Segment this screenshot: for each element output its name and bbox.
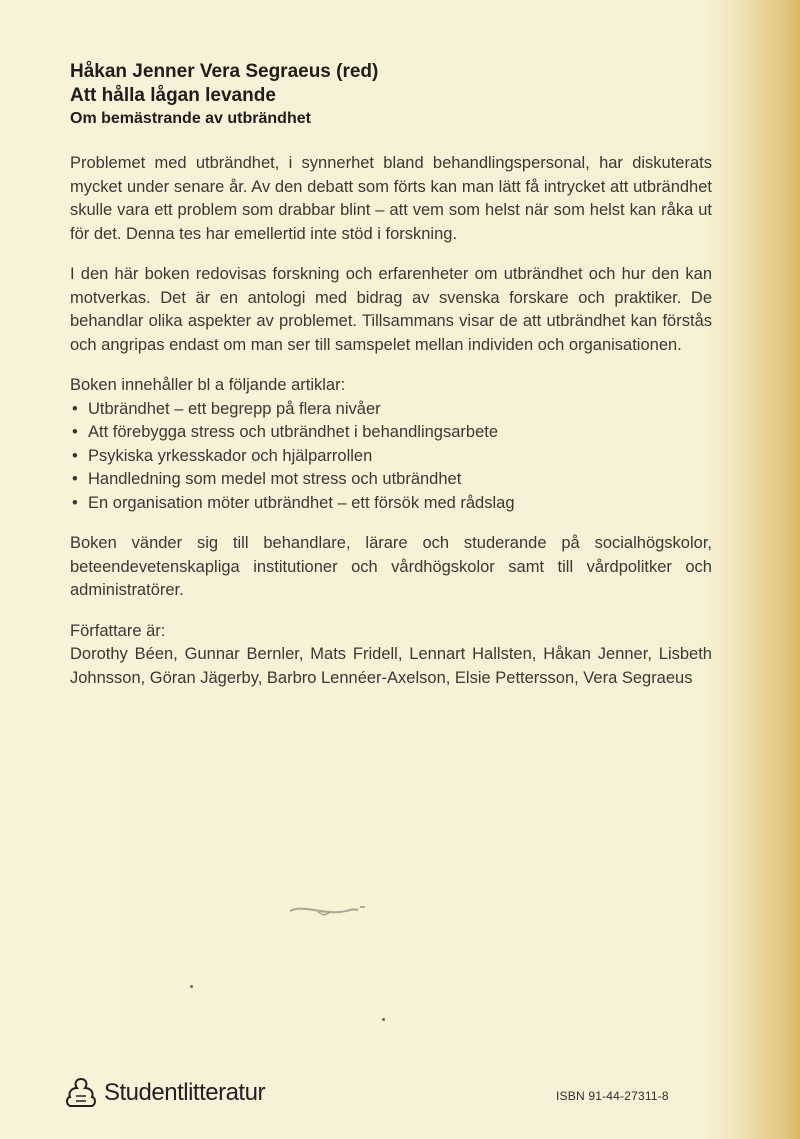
article-title: Att förebygga stress och utbrändhet i behandlingsarbete <box>88 423 499 441</box>
list-item <box>70 445 712 469</box>
ink-smudge <box>288 903 366 917</box>
studentlitteratur-logo-icon <box>64 1076 98 1110</box>
bullet-icon: • <box>72 446 78 465</box>
authors-intro: Författare är: <box>70 621 166 640</box>
publisher-name: Studentlitteratur <box>104 1079 265 1106</box>
book-title: Att hålla lågan levande <box>70 85 276 106</box>
book-subtitle: Om bemästrande av utbrändhet <box>70 110 311 127</box>
bullet-icon: • <box>72 493 78 512</box>
authors-list: Dorothy Béen, Gunnar Bernler, Mats Fridell, Lennart Hallsten, Håkan Jenner, Lisbeth Johnsson, Göran Jägerby, Barbro Lennéer-Axelson, Elsie Pettersson, Vera Segraeus <box>70 645 712 687</box>
cover-header <box>70 60 710 130</box>
publisher-logo <box>64 1076 265 1110</box>
article-title: Utbrändhet – ett begrepp på flera nivåer <box>88 399 381 418</box>
articles-intro: Boken innehåller bl a följande artiklar: <box>70 376 346 394</box>
paragraph-content: I den här boken redovisas forskning och erfarenheter om utbrändhet och hur den kan motverkas. Det är en antologi med bidrag av svenska forskare och praktiker. De behandlar olika aspekter av problemet. Tillsammans visar de att utbrändhet kan förstås och angripas endast om man ser till samspelet mellan individen och organisationen. <box>70 265 712 354</box>
isbn-number: ISBN 91-44-27311-8 <box>556 1089 669 1103</box>
bullet-icon: • <box>72 423 78 441</box>
bullet-icon: • <box>72 399 78 418</box>
paper-speck <box>382 1018 385 1021</box>
paper-speck <box>190 985 193 988</box>
editors-line: Håkan Jenner Vera Segraeus (red) <box>70 61 379 82</box>
paragraph-audience: Boken vänder sig till behandlare, lärare och studerande på socialhögskolor, beteendevetenskapliga institutioner och vårdhögskolor samt till vårdpolitker och administratörer. <box>70 534 712 599</box>
paragraph-intro: Problemet med utbrändhet, i synnerhet bland behandlingspersonal, har diskuterats mycket under senare år. Av den debatt som förts kan man lätt få intrycket att utbrändhet skulle vara ett problem som drabbar blint – att vem som helst när som helst kan råka ut för det. Denna tes har emellertid inte stöd i forskning. <box>70 154 712 243</box>
blurb-text <box>70 152 712 707</box>
article-title: En organisation möter utbrändhet – ett försök med rådslag <box>88 493 515 512</box>
list-item <box>70 398 712 422</box>
article-title: Psykiska yrkesskador och hjälparrollen <box>88 446 373 465</box>
list-item <box>70 468 712 492</box>
list-item <box>70 492 712 516</box>
bullet-icon: • <box>72 470 78 488</box>
list-item <box>70 421 712 445</box>
articles-list <box>70 398 712 516</box>
article-title: Handledning som medel mot stress och utbrändhet <box>88 470 462 488</box>
